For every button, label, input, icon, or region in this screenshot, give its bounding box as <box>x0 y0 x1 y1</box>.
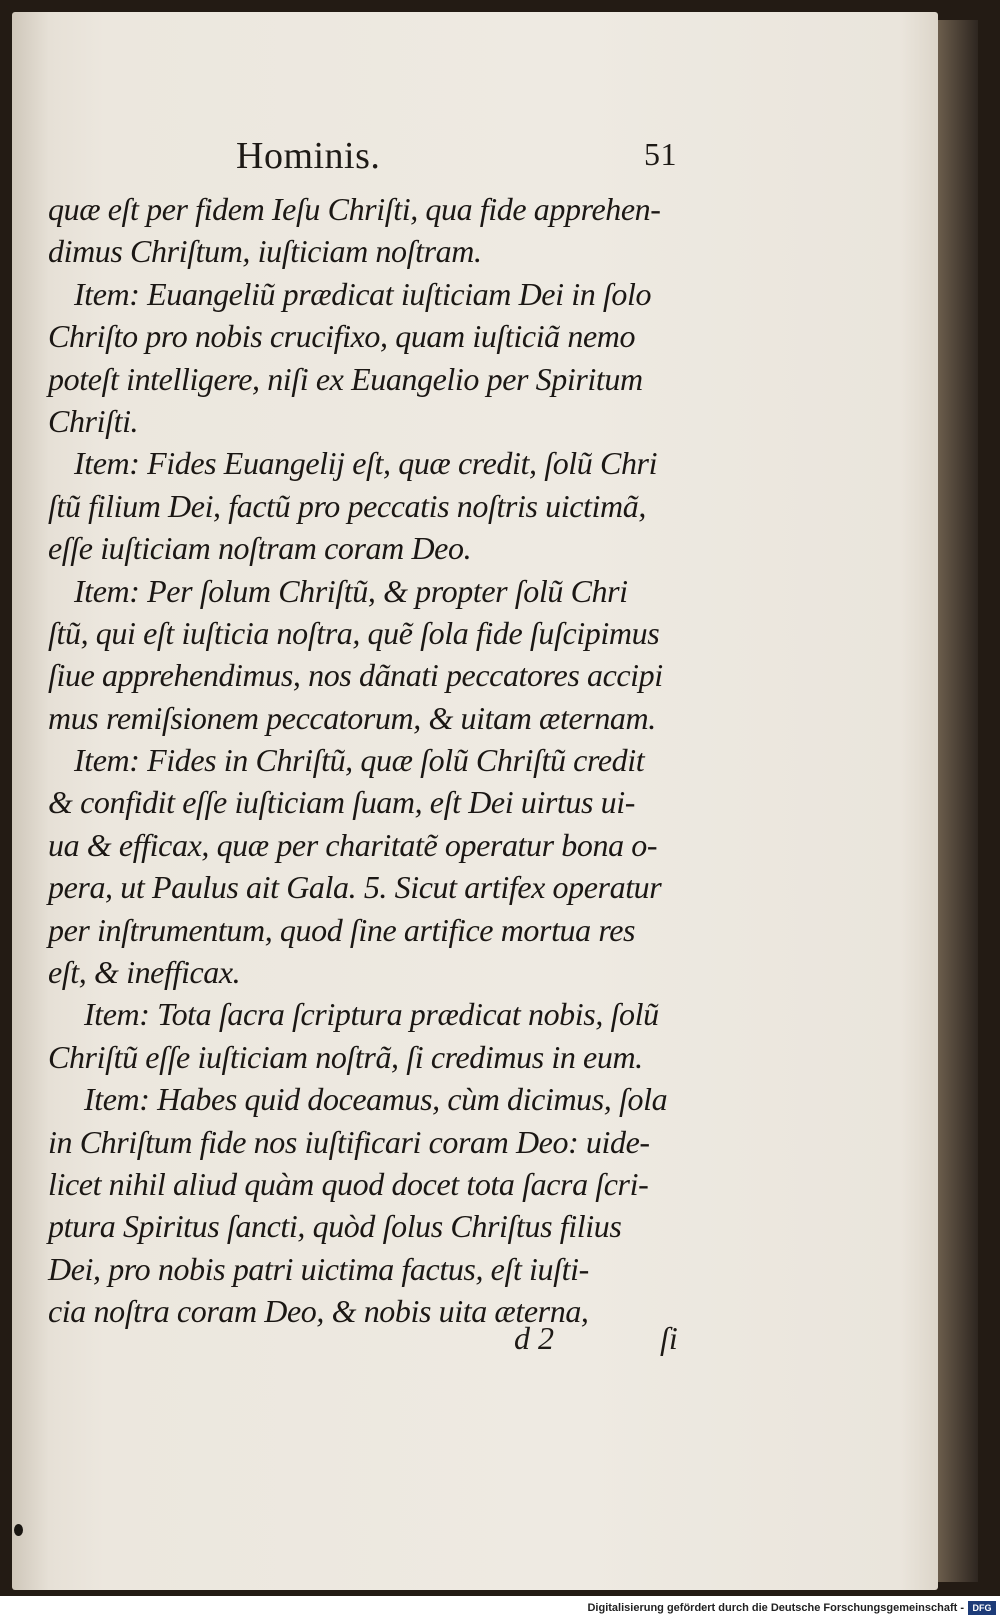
text-line: Item: Tota ſacra ſcriptura prædicat nobis, ſolũ <box>84 996 659 1033</box>
dfg-logo: DFG <box>968 1601 996 1615</box>
page-edge <box>938 20 978 1582</box>
text-line: Item: Habes quid doceamus, cùm dicimus, ſola <box>84 1081 668 1118</box>
text-line: per inſtrumentum, quod ſine artifice mortua res <box>48 911 636 948</box>
signature-mark: d 2 <box>514 1320 554 1356</box>
catchword: ſi <box>660 1320 678 1356</box>
text-line: Dei, pro nobis patri uictima factus, eſt iuſti- <box>48 1250 589 1287</box>
text-line: mus remiſsionem peccatorum, & uitam æternam. <box>48 699 656 736</box>
text-line: Chriſto pro nobis crucifixo, quam iuſticiã nemo <box>48 318 636 355</box>
text-line: Item: Per ſolum Chriſtũ, & propter ſolũ Chri <box>74 572 628 609</box>
ink-dot <box>14 1524 23 1536</box>
text-line: ſiue apprehendimus, nos dãnati peccatores accipi <box>48 657 663 694</box>
text-line: cia noſtra coram Deo, & nobis uita æterna, <box>48 1293 589 1330</box>
body-text <box>48 188 688 1333</box>
text-line: quæ eſt per fidem Ieſu Chriſti, qua fide apprehen- <box>48 191 661 227</box>
text-line: ſtũ filium Dei, factũ pro peccatis noſtris uictimã, <box>48 487 646 524</box>
text-line: eſſe iuſticiam noſtram coram Deo. <box>48 530 472 567</box>
text-line: eſt, & inefficax. <box>48 954 241 991</box>
text-line: ptura Spiritus ſancti, quòd ſolus Chriſtus filius <box>48 1208 622 1245</box>
text-line: licet nihil aliud quàm quod docet tota ſacra ſcri- <box>48 1165 649 1202</box>
text-line: dimus Chriſtum, iuſticiam noſtram. <box>48 233 482 270</box>
text-line: ſtũ, qui eſt iuſticia noſtra, quẽ ſola fide ſuſcipimus <box>48 614 660 651</box>
page-title: Hominis. <box>236 135 381 177</box>
text-line: Item: Euangeliũ prædicat iuſticiam Dei in ſolo <box>74 275 652 312</box>
text-line: in Chriſtum fide nos iuſtificari coram Deo: uide- <box>48 1123 650 1160</box>
text-line: Item: Fides in Chriſtũ, quæ ſolũ Chriſtũ credit <box>74 742 645 779</box>
funding-credit: Digitalisierung gefördert durch die Deutsche Forschungsgemeinschaft - <box>587 1602 964 1614</box>
text-line: ua & efficax, quæ per charitatẽ operatur bona o- <box>48 826 658 863</box>
text-line: Chriſti. <box>48 402 139 439</box>
text-line: Item: Fides Euangelij eſt, quæ credit, ſolũ Chri <box>74 445 658 482</box>
text-line: & confidit eſſe iuſticiam ſuam, eſt Dei uirtus ui- <box>48 784 636 821</box>
footer-bar <box>0 1596 1000 1620</box>
text-line: pera, ut Paulus ait Gala. 5. Sicut artifex operatur <box>48 869 662 906</box>
text-line: Chriſtũ eſſe iuſticiam noſtrã, ſi credimus in eum. <box>48 1038 643 1075</box>
page-number: 51 <box>644 136 677 172</box>
text-line: poteſt intelligere, niſi ex Euangelio per Spiritum <box>48 360 643 397</box>
